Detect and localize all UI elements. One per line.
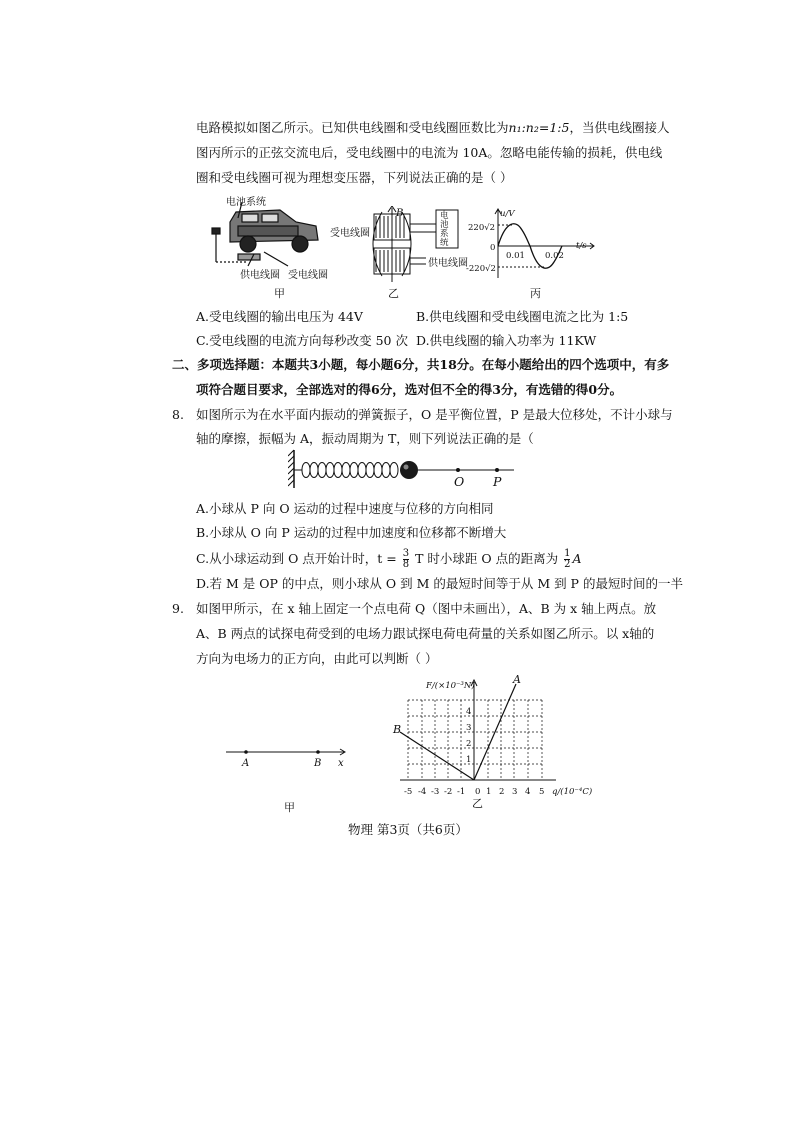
x-tick-minus2: -2 <box>444 787 453 797</box>
q9-line3: 方向为电场力的正方向，由此可以判断（ ） <box>196 651 438 666</box>
q7-line1b-text: ，当供电线圈接人 <box>569 120 670 135</box>
caption-jia: 甲 <box>274 287 285 300</box>
fraction2-num: 1 <box>564 548 571 559</box>
q8-line1: 如图所示为在水平面内振动的弹簧振子，O 是平衡位置，P 是最大位移处，不计小球与 <box>196 407 673 422</box>
caption-yi-2: 乙 <box>472 797 483 810</box>
q8-option-c-mid: T 时小球距 O 点的距离为 <box>415 551 559 566</box>
sine-y-bottom: -220√2 <box>466 264 496 274</box>
x-tick-minus1: -1 <box>457 787 466 797</box>
y-tick-4: 4 <box>466 707 472 717</box>
q8-option-a: A.小球从 P 向 O 运动的过程中速度与位移的方向相同 <box>196 501 494 516</box>
x-axis-label: x <box>338 758 344 769</box>
y-tick-3: 3 <box>466 723 472 733</box>
sine-y-axis-label: u/V <box>500 209 515 219</box>
x-tick-minus4: -4 <box>418 787 427 797</box>
magnetic-field-B: B <box>396 208 404 219</box>
q7-option-a: A.受电线圈的输出电压为 44V <box>196 309 363 324</box>
section2-heading-line2: 项符合题目要求，全部选对的得6分，选对但不全的得3分，有选错的得0分。 <box>196 382 623 397</box>
q7-line1 <box>196 120 669 136</box>
sine-x-axis-label: t/s <box>576 241 587 251</box>
sine-y-top: 220√2 <box>468 223 496 233</box>
fraction-3-8 <box>403 549 409 570</box>
x-tick-2: 2 <box>499 787 505 797</box>
q8-option-c-end: A <box>572 551 582 566</box>
x-tick-minus3: -3 <box>431 787 440 797</box>
q8-option-b: B.小球从 O 向 P 运动的过程中加速度和位移都不断增大 <box>196 525 507 540</box>
supply-coil-label: 供电线圈 <box>240 270 280 281</box>
sine-t2: 0.02 <box>545 251 564 261</box>
q8-line2: 轴的摩擦，振幅为 A，振动周期为 T，则下列说法正确的是（ <box>196 431 534 446</box>
battery-box-label: 电池系统 <box>440 211 449 248</box>
y-tick-2: 2 <box>466 739 472 749</box>
caption-yi: 乙 <box>388 287 399 300</box>
q8-option-c <box>196 549 582 570</box>
q7-line2: 图丙所示的正弦交流电后，受电线圈中的电流为 10A。忽略电能传输的损耗，供电线 <box>196 145 663 160</box>
q7-line3: 圈和受电线圈可视为理想变压器，下列说法正确的是（ ） <box>196 170 513 185</box>
x-tick-0: 0 <box>475 787 481 797</box>
supply-coil-label-2: 供电线圈 <box>428 258 468 269</box>
line-A-label: A <box>513 673 521 686</box>
sine-t1: 0.01 <box>506 251 525 261</box>
x-tick-1: 1 <box>486 787 492 797</box>
receive-coil-label: 受电线圈 <box>288 270 328 281</box>
turns-ratio: n₁:n₂=1:5 <box>508 120 570 135</box>
fraction2-den: 2 <box>564 559 571 570</box>
q7-option-c: C.受电线圈的电流方向每秒改变 50 次 <box>196 333 408 348</box>
battery-system-label: 电池系统 <box>226 197 266 208</box>
x-tick-minus5: -5 <box>404 787 413 797</box>
fraction-den: 8 <box>402 559 410 570</box>
q9-number: 9. <box>172 601 184 616</box>
x-tick-5: 5 <box>539 787 545 797</box>
page-footer: 物理 第3页（共6页） <box>348 822 468 837</box>
fraction-1-2 <box>564 549 570 570</box>
figure-spring-oscillator <box>288 448 518 490</box>
label-O: O <box>454 474 465 489</box>
caption-bing: 丙 <box>530 287 541 300</box>
caption-jia-2: 甲 <box>284 801 295 814</box>
fraction-num: 3 <box>402 548 410 559</box>
q7-option-d: D.供电线圈的输入功率为 11KW <box>416 333 597 348</box>
q9-line1: 如图甲所示，在 x 轴上固定一个点电荷 Q（图中未画出），A、B 为 x 轴上两点。放 <box>196 601 657 616</box>
q9-line2: A、B 两点的试探电荷受到的电场力跟试探电荷电荷量的关系如图乙所示。以 x轴的 <box>196 626 655 641</box>
q7-line1-text: 电路模拟如图乙所示。已知供电线圈和受电线圈匝数比为 <box>196 120 509 135</box>
line-B-label: B <box>393 723 402 736</box>
point-A-label: A <box>242 758 250 769</box>
q8-number: 8. <box>172 407 184 422</box>
receive-coil-label-2: 受电线圈 <box>330 228 370 239</box>
q8-option-c-pre: C.从小球运动到 O 点开始计时，t = <box>196 551 397 566</box>
x-tick-4: 4 <box>525 787 531 797</box>
y-tick-1: 1 <box>466 755 472 765</box>
graph-x-axis-label: q/(10⁻⁴C) <box>552 787 593 797</box>
graph-y-axis-label: F/(×10⁻³N) <box>426 681 475 691</box>
figure-f-q-graph <box>390 676 560 782</box>
label-P: P <box>493 474 502 489</box>
q8-option-d: D.若 M 是 OP 的中点，则小球从 O 到 M 的最短时间等于从 M 到 P 的最短时间的一半 <box>196 576 683 591</box>
point-B-label: B <box>314 758 322 769</box>
x-tick-3: 3 <box>512 787 518 797</box>
q7-option-b: B.供电线圈和受电线圈电流之比为 1:5 <box>416 309 629 324</box>
section2-heading-line1: 二、多项选择题：本题共3小题，每小题6分，共18分。在每小题给出的四个选项中，有多 <box>172 357 670 372</box>
sine-origin: 0 <box>490 243 496 253</box>
